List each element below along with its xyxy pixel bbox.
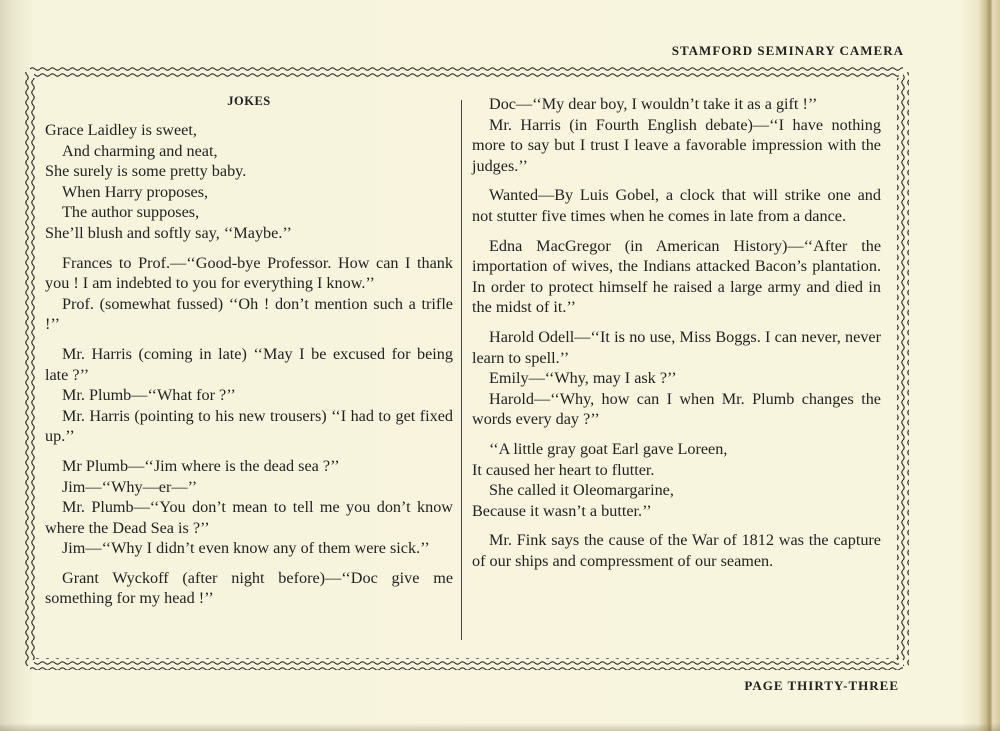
joke-paragraph: Edna MacGregor (in American History)—‘‘After the importation of wives, the Indians attacked Bacon’s plantation. In order to protect himself he raised a large army and died in the midst of it.’’ [472,236,881,317]
poem-gray-goat [472,439,881,521]
joke-paragraph: Mr. Plumb—‘‘You don’t mean to tell me you don’t know where the Dead Sea is ?’’ [45,498,453,537]
joke-paragraph: Wanted—By Luis Gobel, a clock that will strike one and not stutter five times when he comes in late from a dance. [472,186,881,225]
page-edge-shadow [0,723,1000,731]
joke-paragraph: Mr. Harris (coming in late) ‘‘May I be excused for being late ?’’ [45,344,453,384]
frame-bottom-inner [34,658,899,664]
poem-line: She’ll blush and softly say, ‘‘Maybe.’’ [45,223,292,242]
joke-paragraph: Harold—‘‘Why, how can I when Mr. Plumb changes the words every day ?’’ [472,389,881,429]
frame-right-outer [903,72,909,666]
joke-paragraph: Mr. Fink says the cause of the War of 1812 was the capture of our ships and compressment of our seamen. [472,531,881,570]
joke-paragraph: Harold Odell—‘‘It is no use, Miss Boggs. I can never, never learn to spell.’’ [472,327,881,367]
joke-paragraph: Jim—‘‘Why I didn’t even know any of them were sick.’’ [62,539,430,558]
frame-left-outer [24,72,30,666]
frame-bottom-outer [30,664,903,670]
joke-paragraph: Mr. Harris (pointing to his new trousers) ‘‘I had to get fixed up.’’ [45,406,453,446]
poem-line: When Harry proposes, [62,182,209,201]
running-head: STAMFORD SEMINARY CAMERA [671,43,904,58]
joke-paragraph: Frances to Prof.—‘‘Good-bye Professor. How can I thank you ! I am indebted to you for everything I know.’’ [45,253,453,293]
section-heading: JOKES [227,94,271,108]
poem-line: Grace Laidley is sweet, [45,121,197,139]
poem-line: She called it Oleomargarine, [489,481,674,500]
frame-top-outer [30,67,903,73]
column-divider [461,100,462,640]
poem-grace-laidley [45,120,453,244]
poem-line: The author supposes, [62,203,200,222]
joke-paragraph: Mr Plumb—‘‘Jim where is the dead sea ?’’ [62,456,340,475]
joke-paragraph: Prof. (somewhat fussed) ‘‘Oh ! don’t mention such a trifle !’’ [45,294,453,334]
left-column [45,94,453,609]
poem-line: ‘‘A little gray goat Earl gave Loreen, [489,439,728,458]
frame-left-inner [30,78,36,660]
right-column [472,94,881,571]
joke-paragraph: Jim—‘‘Why—er—’’ [62,477,198,496]
joke-paragraph: Doc—‘‘My dear boy, I wouldn’t take it as a gift !’’ [489,95,818,113]
joke-paragraph: Grant Wyckoff (after night before)—‘‘Doc give me something for my head !’’ [45,568,453,608]
joke-paragraph: Mr. Harris (in Fourth English debate)—‘‘I have nothing more to say but I trust I leave a favorable impression with the judges.’’ [472,115,881,175]
frame-top-inner [34,73,899,79]
page-number: PAGE THIRTY-THREE [744,678,899,693]
joke-paragraph: Mr. Plumb—‘‘What for ?’’ [62,386,236,405]
frame-right-inner [897,78,903,660]
poem-line: And charming and neat, [62,141,218,160]
poem-line: Because it wasn’t a butter.’’ [472,501,652,520]
poem-line: It caused her heart to flutter. [472,460,655,479]
poem-line: She surely is some pretty baby. [45,162,247,181]
joke-paragraph: Emily—‘‘Why, may I ask ?’’ [489,369,677,388]
